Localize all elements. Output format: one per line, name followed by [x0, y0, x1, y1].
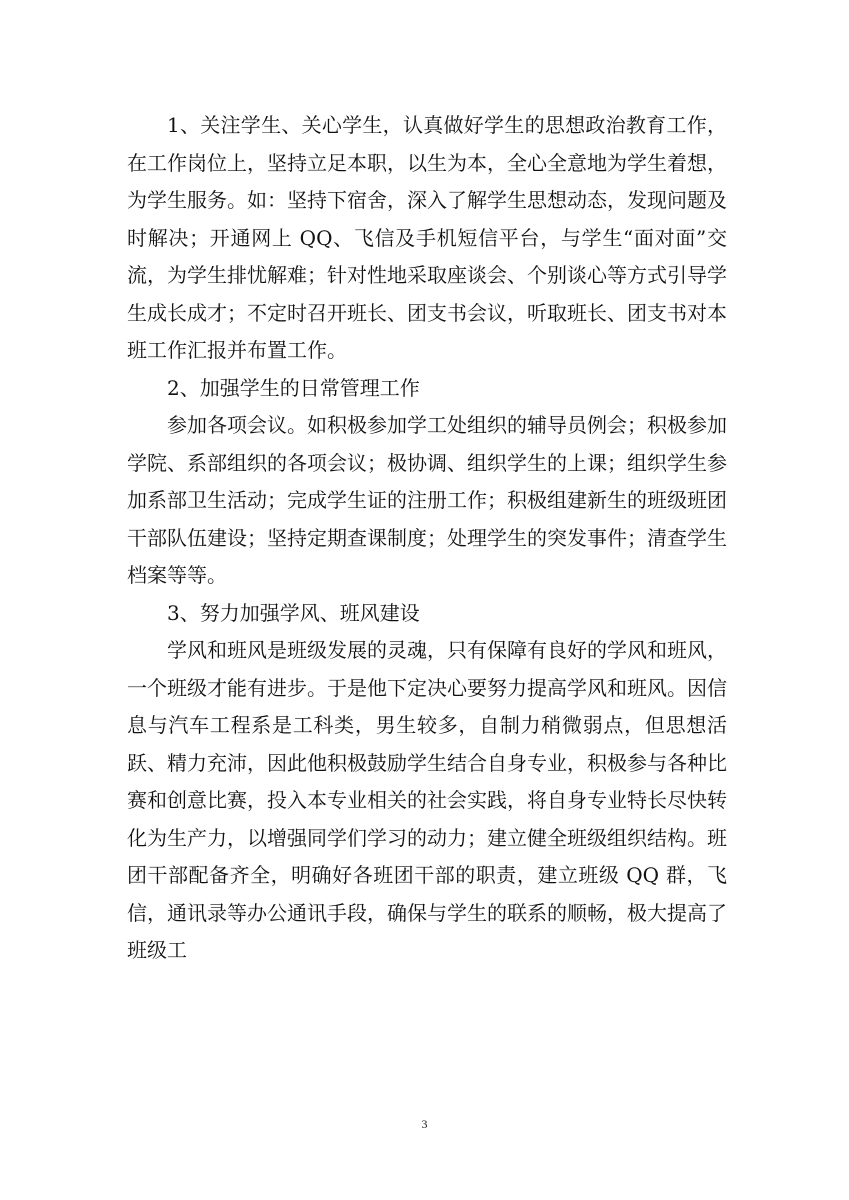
- page-number: 3: [421, 1117, 428, 1131]
- section-heading-3: 3、努力加强学风、班风建设: [167, 600, 420, 625]
- paragraph-1: 1、关注学生、关心学生，认真做好学生的思想政治教育工作，在工作岗位上，坚持立足本职，以生为本，全心全意地为学生着想，为学生服务。如：坚持下宿舍，深入了解学生思想动态，发现问题及时解决；开通网上 QQ、飞信及手机短信平台，与学生“面对面”交流，为学生排忧解难；针对性地采取座谈会、个别谈心等方式引导学生成长成才；不定时召开班长、团支书会议，听取班长、团支书对本班工作汇报并布置工作。: [127, 113, 727, 362]
- document-body: [127, 107, 727, 970]
- paragraph-2: 参加各项会议。如积极参加学工处组织的辅导员例会；积极参加学院、系部组织的各项会议；极协调、组织学生的上课；组织学生参加系部卫生活动；完成学生证的注册工作；积极组建新生的班级班团干部队伍建设；坚持定期查课制度；处理学生的突发事件；清查学生档案等等。: [127, 413, 727, 587]
- paragraph-3: 学风和班风是班级发展的灵魂，只有保障有良好的学风和班风，一个班级才能有进步。于是他下定决心要努力提高学风和班风。因信息与汽车工程系是工科类，男生较多，自制力稍微弱点，但思想活跃、精力充沛，因此他积极鼓励学生结合自身专业，积极参与各种比赛和创意比赛，投入本专业相关的社会实践，将自身专业特长尽快转化为生产力，以增强同学们学习的动力；建立健全班级组织结构。班团干部配备齐全，明确好各班团干部的职责，建立班级 QQ 群，飞信，通讯录等办公通讯手段，确保与学生的联系的顺畅，极大提高了班级工: [127, 638, 727, 962]
- section-heading-2: 2、加强学生的日常管理工作: [167, 375, 420, 400]
